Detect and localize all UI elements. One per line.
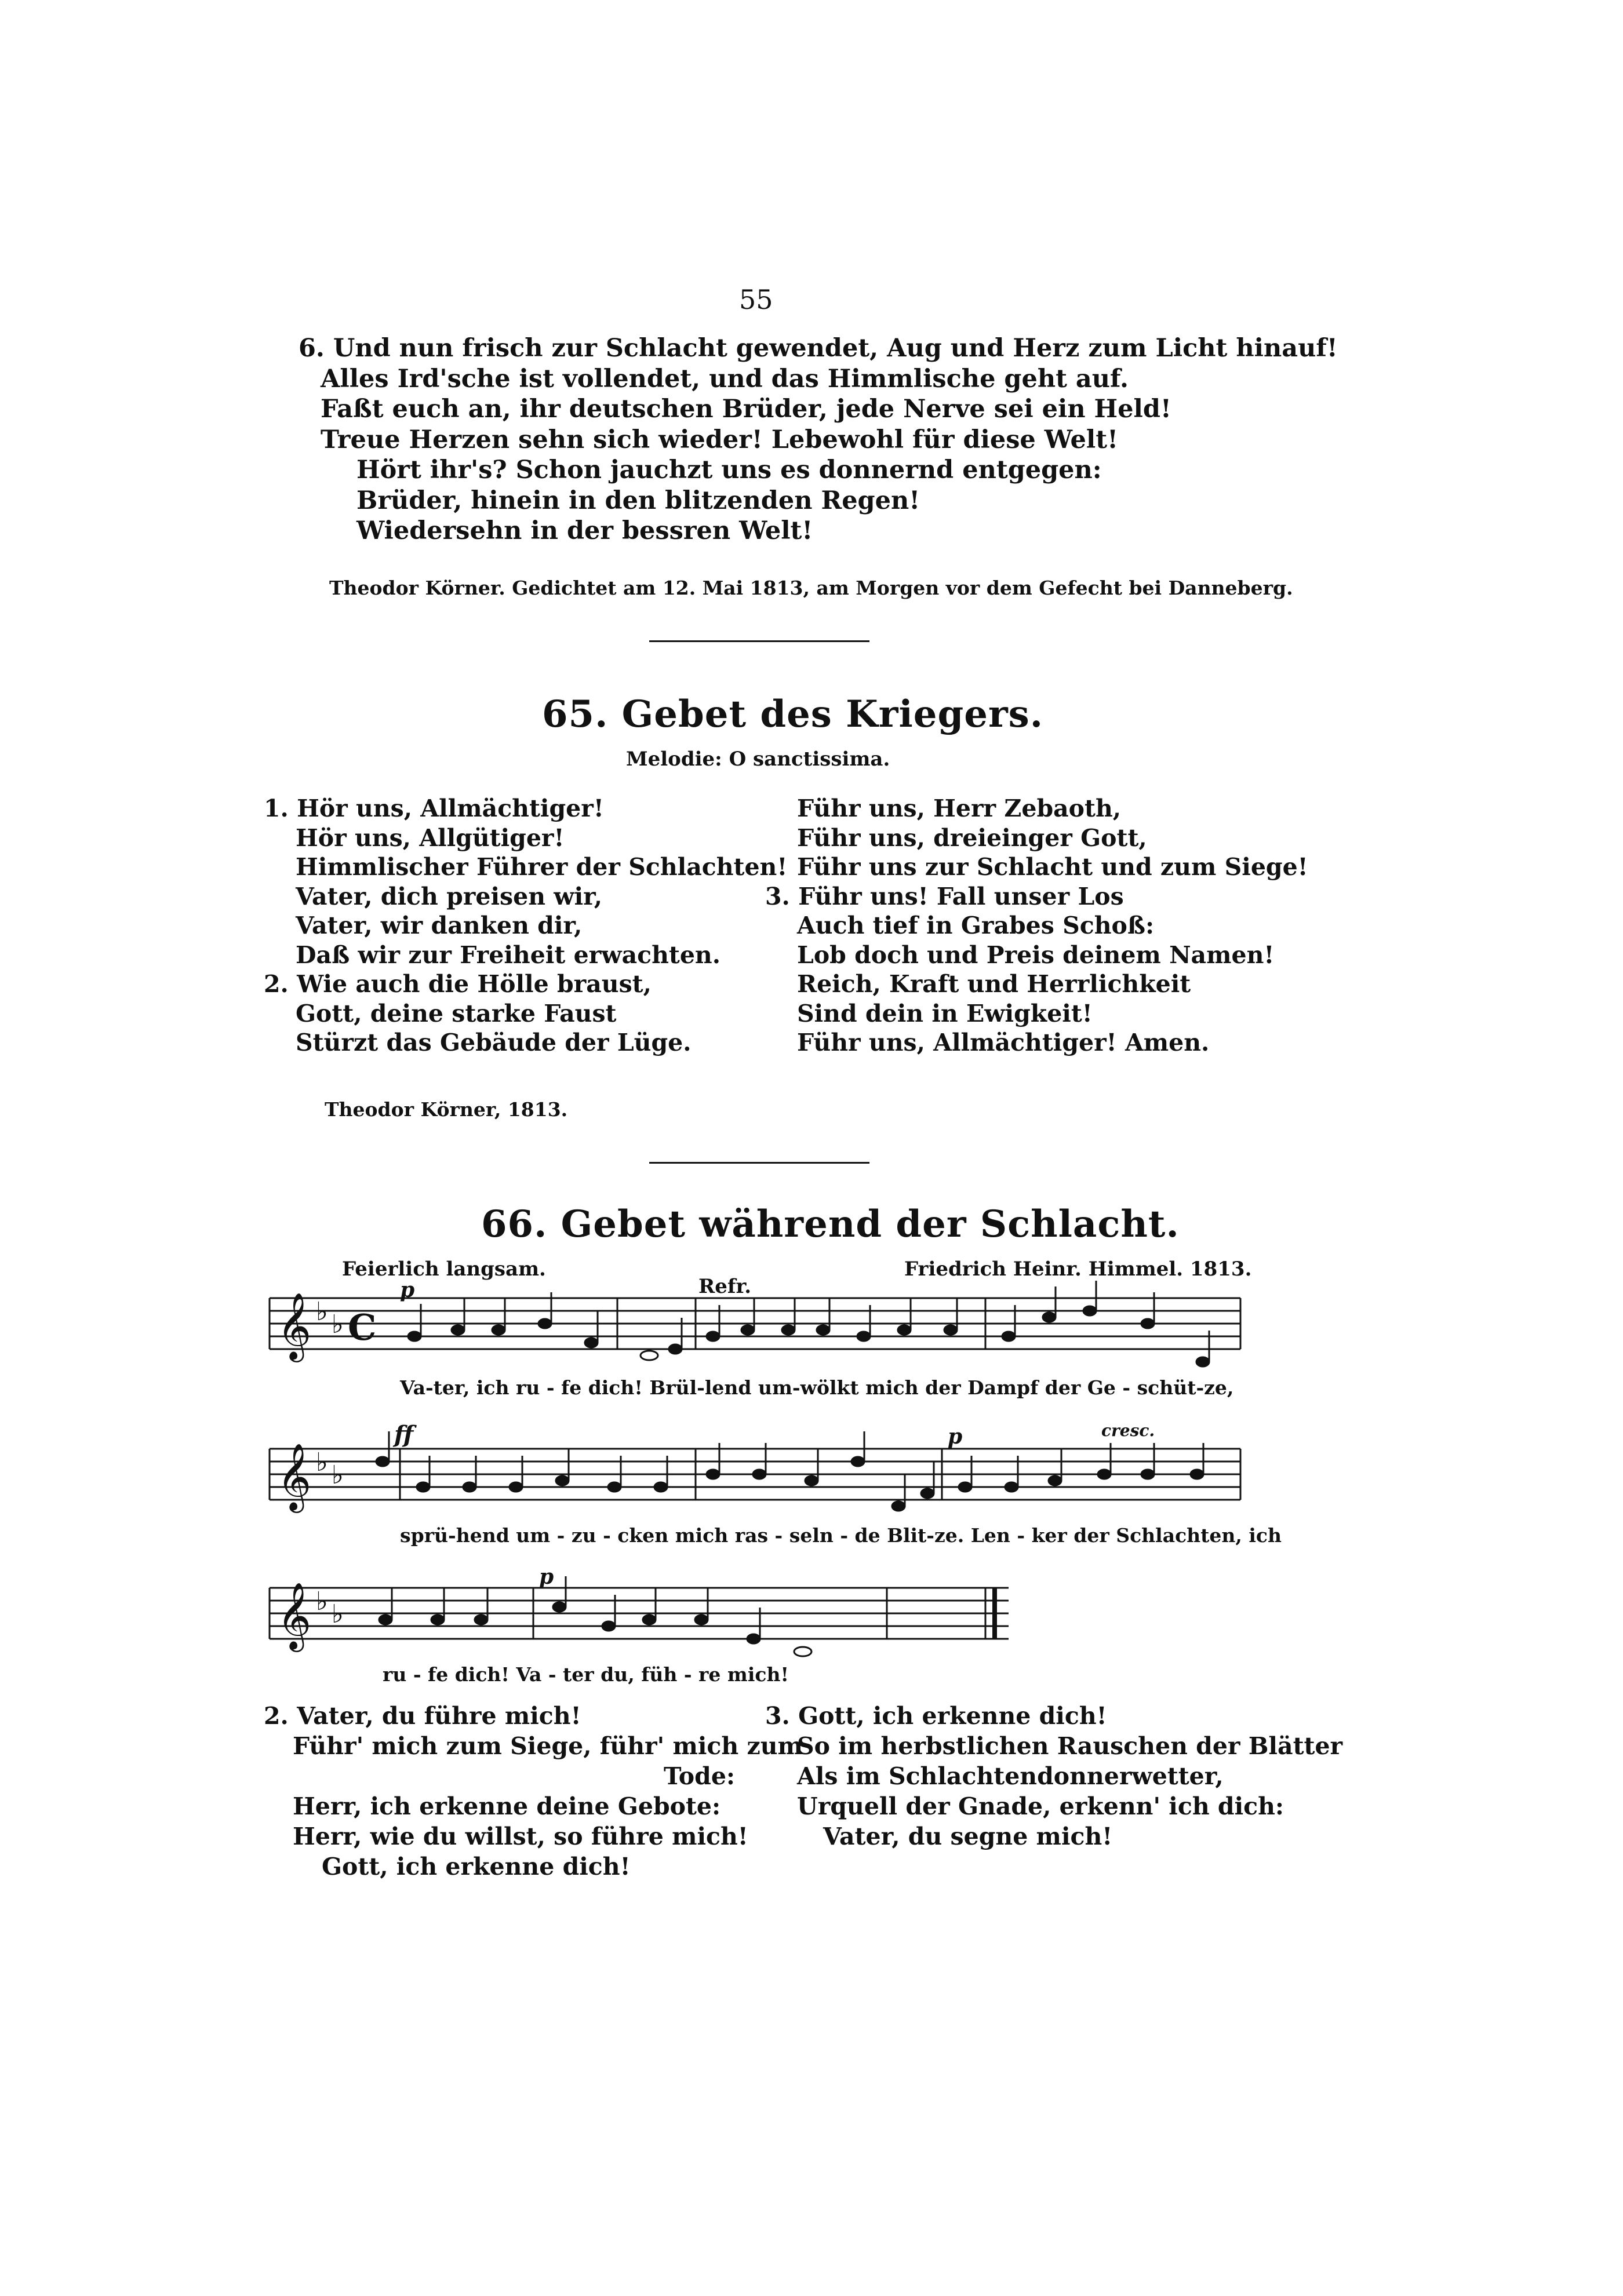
verse-line: Alles Ird'sche ist vollendet, und das Himmlische geht auf. [321,364,1129,393]
verse-line: Treue Herzen sehn sich wieder! Lebewohl für diese Welt! [321,425,1118,454]
verse-line: Führ uns, Herr Zebaoth, [797,795,1122,822]
verse-line: Vater, dich preisen wir, [296,882,603,910]
verse-line: Herr, wie du willst, so führe mich! [293,1823,748,1850]
dynamic-piano: p [948,1424,963,1449]
song65-attribution: Theodor Körner, 1813. [325,1098,568,1121]
song66-verse3 [765,1701,1342,1852]
verse-line: Daß wir zur Freiheit erwachten. [296,941,721,969]
verse-line: Führ uns, dreieinger Gott, [797,823,1147,852]
dynamic-fortissimo: ff [394,1421,414,1448]
verse-line: Himmlischer Führer der Schlachten! [296,853,788,881]
verse-line: Führ uns, Allmächtiger! Amen. [797,1029,1210,1056]
svg-text:♭: ♭ [332,1460,344,1490]
svg-text:♭: ♭ [316,1448,328,1477]
svg-text:♭: ♭ [316,1587,328,1616]
refrain-marker: Refr. [698,1275,752,1298]
verse-line: Hört ihr's? Schon jauchzt uns es donnernd entgegen: [356,455,1102,484]
verse-line: Wiedersehn in der bessren Welt! [356,516,813,545]
composer-credit: Friedrich Heinr. Himmel. 1813. [904,1258,1252,1281]
verse-line: Reich, Kraft und Herrlichkeit [797,970,1191,998]
verse-line: Faßt euch an, ihr deutschen Brüder, jede Nerve sei ein Held! [321,395,1171,424]
verse-line: 2. Wie auch die Hölle braust, [264,970,652,998]
verse-line: 3. Führ uns! Fall unser Los [765,882,1124,910]
score-lyrics-line: ru - fe dich! Va - ter du, füh - re mich! [383,1663,789,1686]
verse-line: Vater, du segne mich! [823,1823,1113,1850]
svg-text:C: C [348,1306,377,1349]
song64-attribution: Theodor Körner. Gedichtet am 12. Mai 1813, am Morgen vor dem Gefecht bei Danneberg. [329,577,1293,599]
svg-text:♭: ♭ [332,1599,344,1629]
dynamic-piano: p [400,1278,415,1302]
verse-line: Gott, ich erkenne dich! [322,1853,631,1880]
song65-title: 65. Gebet des Kriegers. [542,693,1043,736]
page-number: 55 [739,284,773,315]
verse-line: 6. Und nun frisch zur Schlacht gewendet, Aug und Herz zum Licht hinauf! [299,334,1338,363]
score-lyrics-line: sprü-hend um - zu - cken mich ras - seln - de Blit-ze. Len - ker der Schlachten, ich [400,1524,1282,1547]
verse-line: Gott, deine starke Faust [296,999,617,1027]
verse-line: 2. Vater, du führe mich! [264,1702,581,1730]
verse-line: Brüder, hinein in den blitzenden Regen! [356,486,920,515]
verse-line: Sind dein in Ewigkeit! [797,999,1093,1027]
verse-line: Führ' mich zum Siege, führ' mich zum [293,1732,803,1760]
verse-line: Vater, wir danken dir, [296,912,583,939]
verse-line: 3. Gott, ich erkenne dich! [765,1702,1107,1730]
verse-line: Herr, ich erkenne deine Gebote: [293,1792,721,1820]
dynamic-piano: p [539,1565,554,1589]
verse-line: Lob doch und Preis deinem Namen! [797,941,1275,969]
svg-text:𝄞: 𝄞 [277,1292,312,1360]
verse-line: 1. Hör uns, Allmächtiger! [264,795,604,822]
svg-text:𝄞: 𝄞 [277,1442,312,1510]
verse-line: Tode: [664,1762,736,1790]
dynamic-crescendo: cresc. [1101,1421,1155,1440]
verse-line: Hör uns, Allgütiger! [296,823,565,852]
verse-line: Führ uns zur Schlacht und zum Siege! [797,853,1308,881]
song66-verse2 [264,1701,803,1882]
verse-line: Als im Schlachtendonnerwetter, [797,1762,1224,1790]
tempo-marking: Feierlich langsam. [342,1258,546,1281]
song65-melody: Melodie: O sanctissima. [626,748,890,771]
svg-text:♭: ♭ [316,1297,328,1326]
svg-text:♭: ♭ [332,1310,344,1339]
svg-text:𝄞: 𝄞 [277,1581,312,1649]
verse-line: Auch tief in Grabes Schoß: [797,912,1155,939]
song66-title: 66. Gebet während der Schlacht. [481,1202,1180,1246]
verse-line: Stürzt das Gebäude der Lüge. [296,1029,692,1056]
verse-line: Urquell der Gnade, erkenn' ich dich: [797,1792,1284,1820]
score-lyrics-line: Va-ter, ich ru - fe dich! Brül-lend um-wölkt mich der Dampf der Ge - schüt-ze, [400,1376,1234,1399]
verse-line: So im herbstlichen Rauschen der Blätter [797,1732,1343,1760]
